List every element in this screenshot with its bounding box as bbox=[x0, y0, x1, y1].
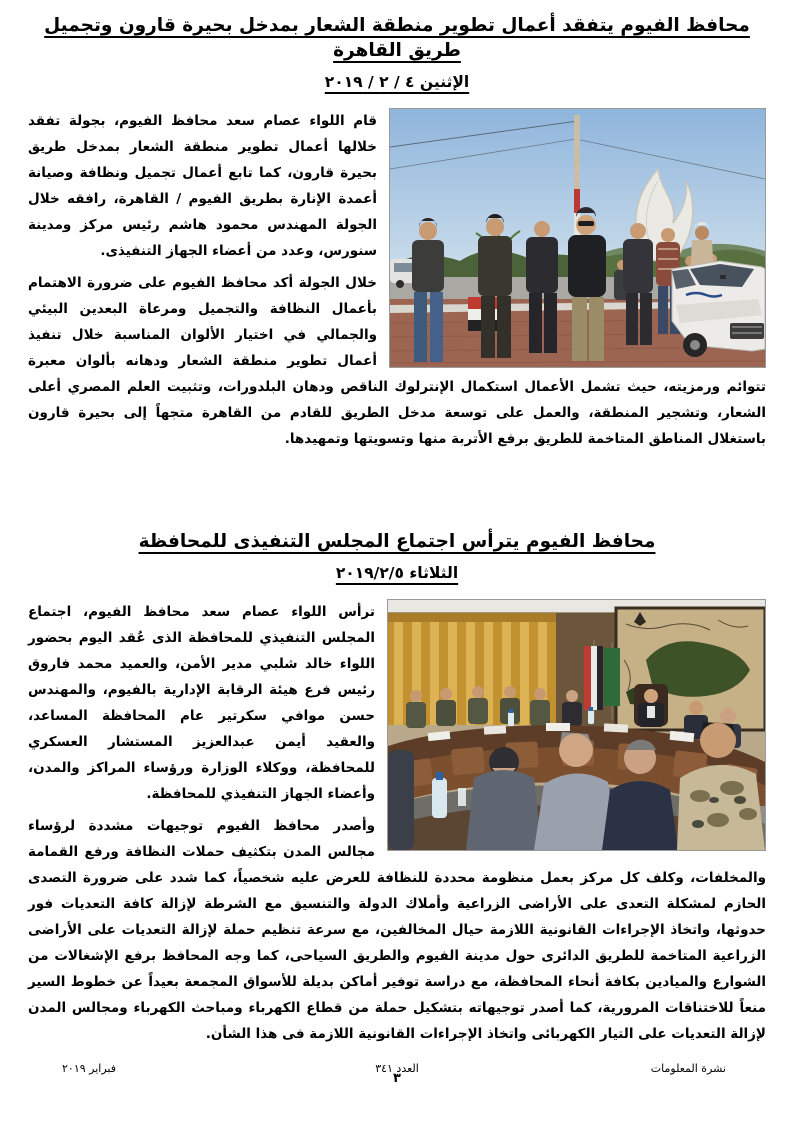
footer-bulletin-name: نشرة المعلومات bbox=[650, 1062, 726, 1075]
article-1-title: محافظ الفيوم يتفقد أعمال تطوير منطقة الشعار بمدخل بحيرة قارون وتجميل طريق القاهرة bbox=[44, 15, 750, 61]
article-1-paragraph-2: خلال الجولة أكد محافظ الفيوم على ضرورة الاهتمام بأعمال النظافة والتجميل ومرعاة البعدين البيئي والجمالي في اختيار الألوان المناسبة خلال تنفيذ أعمال تطوير منطقة الشعار ودهانه بألوان معبرة تتوائم ورمزيته، حيث تشمل الأعمال استكمال الإنترلوك الناقص ودهان البلدورات، وتثبيت العلم المصري أعلى الشعار، وتشجير المنطقة، والعمل على توسعة مدخل الطريق للقادم من القاهرة متجهاً إلى بحيرة قارون باستغلال المناطق المتاخمة للطريق برفع الأتربة منها وتسويتها وتمهيدها. bbox=[28, 274, 766, 447]
footer-month: فبراير ٢٠١٩ bbox=[62, 1062, 116, 1075]
article-2-paragraph-2: وأصدر محافظ الفيوم توجيهات مشددة لرؤساء مجالس المدن بتكثيف حملات النظافة ورفع القمامة والمخلفات، وكلف كل مركز بعمل منظومة محددة للنظافة للعرض عليه شخصياً، كما شدد على ضرورة التصدى الحازم لمشكلة التعدى على الأراضى الزراعية وأملاك الدولة والتنسيق مع الشرطة لإزالة كافة التعديات فور حدوثها، واتخاذ الإجراءات القانونية اللازمة حيال المخالفين، مع سرعة تنظيم حملة لإزالة التعديات على الأراضى الزراعية المتاخمة للطريق الدائرى حول مدينة الفيوم والطريق السياحى، كما وجه المحافظ برفع الإشغالات من الشوارع والميادين بكافة أنحاء المحافظة، مع دراسة توفير أماكن بديلة للأسواق المجمعة بعيداً عن خطوط السير منعاً للاختناقات المرورية، كما أصدر توجيهاته بتشكيل حملة من قطاع الكهرباء ومباحث الكهرباء ومجالس المدن لإزالة التعديات على التيار الكهربائى واتخاذ الإجراءات القانونية اللازمة فى هذا الشأن. bbox=[28, 817, 766, 1042]
article-1-paragraph-1: قام اللواء عصام سعد محافظ الفيوم، بجولة تفقد خلالها أعمال تطوير منطقة الشعار بمدخل طريق بحيرة قارون، كما تابع أعمال تجميل ونظافة وصيانة أعمدة الإنارة بطريق الفيوم / القاهرة، رافقه خلال الجولة المهندس محمود هاشم رئيس مركز ومدينة سنورس، وعدد من أعضاء الجهاز التنفيذى. bbox=[28, 112, 377, 259]
article-2 bbox=[28, 530, 766, 1053]
footer-issue-number: العدد ٣٤١ bbox=[375, 1062, 419, 1075]
page-footer bbox=[0, 1062, 794, 1082]
site-inspection-photo bbox=[390, 109, 765, 367]
article-2-paragraph-1: ترأس اللواء عصام سعد محافظ الفيوم، اجتماع المجلس التنفيذي للمحافظة الذى عُقد اليوم بحضور اللواء خالد شلبي مدير الأمن، والعميد محمد فاروق رئيس فرع هيئة الرقابة الإدارية بالفيوم، والمهندس حسن موافي سكرتير عام المحافظة المساعد، والعقيد أيمن عبدالعزيز المستشار العسكري للمحافظة، ووكلاء الوزارة ورؤساء المراكز والمدن، وأعضاء الجهاز التنفيذي للمحافظة. bbox=[28, 603, 375, 802]
article-1 bbox=[28, 14, 766, 458]
article-separator bbox=[28, 458, 766, 530]
executive-council-meeting-photo bbox=[388, 600, 765, 850]
article-2-date: الثلاثاء ٢٠١٩/٢/٥ bbox=[335, 563, 459, 582]
article-2-title: محافظ الفيوم يترأس اجتماع المجلس التنفيذى للمحافظة bbox=[138, 530, 656, 552]
article-1-date: الإثنين ٤ / ٢ / ٢٠١٩ bbox=[324, 72, 470, 91]
article-1-photo bbox=[389, 108, 766, 368]
article-1-body bbox=[28, 108, 766, 458]
article-2-photo bbox=[387, 599, 766, 851]
page-number: ٣ bbox=[393, 1070, 401, 1086]
article-2-body bbox=[28, 599, 766, 1053]
